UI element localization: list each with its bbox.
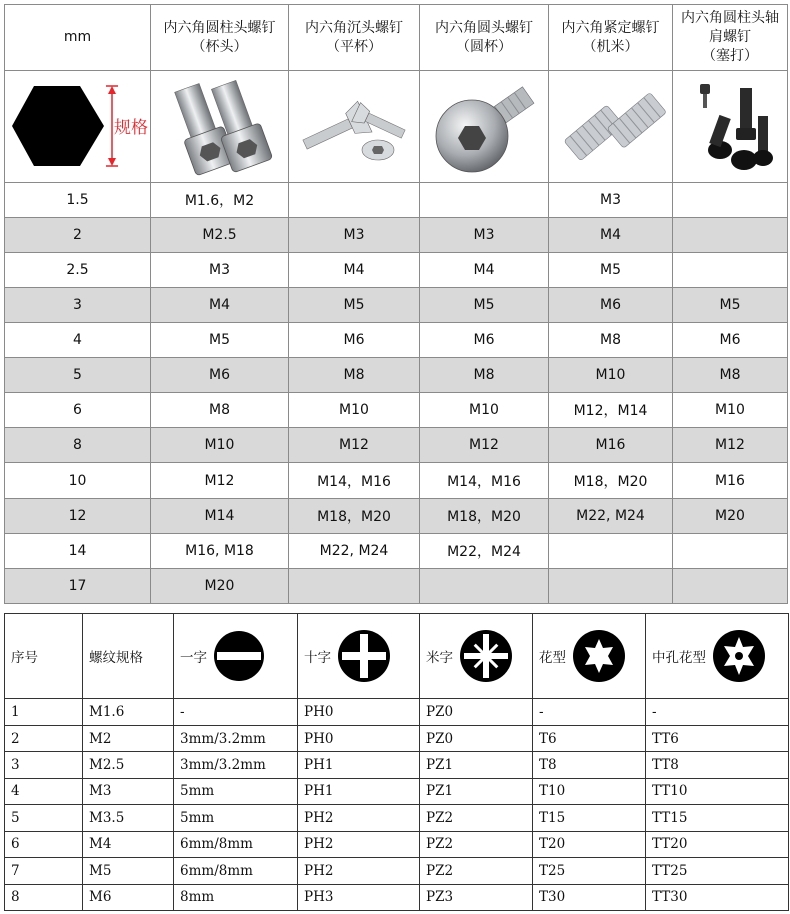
screw-size-cell: M8 bbox=[673, 358, 788, 393]
header-pozidriv: 米字 bbox=[420, 614, 533, 699]
bit-cell: PZ1 bbox=[420, 752, 533, 778]
screw-size-cell bbox=[289, 568, 420, 603]
screw-size-cell: M20 bbox=[151, 568, 289, 603]
screw-size-cell: M18，M20 bbox=[549, 463, 673, 498]
bit-cell: M1.6 bbox=[83, 699, 174, 725]
bit-row bbox=[5, 858, 789, 884]
hex-size-cell: 17 bbox=[5, 568, 151, 603]
bit-cell: PZ2 bbox=[420, 805, 533, 831]
screw-size-cell: M8 bbox=[151, 393, 289, 428]
screw-size-cell: M18，M20 bbox=[420, 498, 549, 533]
hex-size-cell: 2 bbox=[5, 217, 151, 252]
header-row bbox=[5, 5, 788, 71]
bit-cell: TT8 bbox=[646, 752, 789, 778]
screw-size-cell: M22, M24 bbox=[289, 533, 420, 568]
bit-cell: PZ1 bbox=[420, 778, 533, 804]
shoulder-screw-photo bbox=[673, 71, 788, 182]
size-row bbox=[5, 533, 788, 568]
socket-cap-screw-photo bbox=[151, 71, 289, 182]
bit-cell: T10 bbox=[533, 778, 646, 804]
bit-cell: PH2 bbox=[298, 805, 420, 831]
bit-cell: PH2 bbox=[298, 858, 420, 884]
screw-size-cell: M3 bbox=[420, 217, 549, 252]
screw-size-cell: M14，M16 bbox=[289, 463, 420, 498]
screw-size-cell: M6 bbox=[289, 323, 420, 358]
header-shoulder-screw: 内六角圆柱头轴 肩螺钉 （塞打） bbox=[673, 5, 788, 71]
screw-size-cell: M6 bbox=[673, 323, 788, 358]
bit-cell: M2.5 bbox=[83, 752, 174, 778]
size-row bbox=[5, 323, 788, 358]
header-phillips: 十字 bbox=[298, 614, 420, 699]
security-torx-drive-icon bbox=[712, 629, 766, 683]
screw-size-cell: M4 bbox=[549, 217, 673, 252]
bit-cell: T20 bbox=[533, 831, 646, 857]
size-row bbox=[5, 498, 788, 533]
bit-cell: PZ2 bbox=[420, 858, 533, 884]
screw-size-cell: M3 bbox=[549, 182, 673, 217]
hex-size-cell: 4 bbox=[5, 323, 151, 358]
bit-cell: 3 bbox=[5, 752, 83, 778]
bit-cell: PZ2 bbox=[420, 831, 533, 857]
bit-cell: PH0 bbox=[298, 699, 420, 725]
header-countersunk-screw: 内六角沉头螺钉 （平杯） bbox=[289, 5, 420, 71]
bit-cell: PH1 bbox=[298, 752, 420, 778]
screw-size-cell: M22, M24 bbox=[549, 498, 673, 533]
bit-cell: 5mm bbox=[174, 805, 298, 831]
bit-cell: PZ0 bbox=[420, 699, 533, 725]
bit-cell: M4 bbox=[83, 831, 174, 857]
spec-label: 规格 bbox=[113, 118, 148, 139]
screw-size-cell: M10 bbox=[673, 393, 788, 428]
bit-row bbox=[5, 699, 789, 725]
screw-size-cell: M6 bbox=[420, 323, 549, 358]
screw-size-cell: M1.6，M2 bbox=[151, 182, 289, 217]
bit-row bbox=[5, 778, 789, 804]
screw-size-cell: M10 bbox=[151, 428, 289, 463]
screw-size-cell bbox=[549, 533, 673, 568]
screw-size-cell bbox=[673, 252, 788, 287]
bit-cell: PH3 bbox=[298, 884, 420, 911]
hex-size-cell: 12 bbox=[5, 498, 151, 533]
countersunk-screw-image bbox=[294, 76, 414, 176]
screw-size-cell: M16 bbox=[549, 428, 673, 463]
bit-cell: T15 bbox=[533, 805, 646, 831]
bit-cell: TT20 bbox=[646, 831, 789, 857]
slotted-drive-icon bbox=[213, 630, 265, 682]
screw-size-cell: M8 bbox=[549, 323, 673, 358]
screw-size-cell: M5 bbox=[420, 287, 549, 322]
bit-cell: T30 bbox=[533, 884, 646, 911]
hexagon-spec-icon bbox=[8, 74, 148, 178]
hex-size-cell: 3 bbox=[5, 287, 151, 322]
bit-cell: TT30 bbox=[646, 884, 789, 911]
screw-size-cell: M2.5 bbox=[151, 217, 289, 252]
screw-size-cell bbox=[420, 182, 549, 217]
screw-size-cell bbox=[289, 182, 420, 217]
screw-size-cell bbox=[549, 568, 673, 603]
size-row bbox=[5, 568, 788, 603]
button-head-screw-photo bbox=[420, 71, 549, 182]
pozidriv-drive-icon bbox=[459, 629, 513, 683]
size-row bbox=[5, 358, 788, 393]
bit-cell: 8 bbox=[5, 884, 83, 911]
size-row bbox=[5, 463, 788, 498]
screw-size-cell: M4 bbox=[289, 252, 420, 287]
bit-row bbox=[5, 725, 789, 751]
bit-cell: PH2 bbox=[298, 831, 420, 857]
header-torx: 花型 bbox=[533, 614, 646, 699]
screw-size-cell bbox=[420, 568, 549, 603]
header-thread-spec: 螺纹规格 bbox=[83, 614, 174, 699]
screw-size-cell: M12 bbox=[420, 428, 549, 463]
screw-size-cell: M16 bbox=[673, 463, 788, 498]
screw-size-cell: M8 bbox=[289, 358, 420, 393]
hex-size-cell: 10 bbox=[5, 463, 151, 498]
bit-cell: TT6 bbox=[646, 725, 789, 751]
bit-cell: TT15 bbox=[646, 805, 789, 831]
bit-cell: - bbox=[646, 699, 789, 725]
button-head-screw-image bbox=[424, 76, 544, 176]
screw-size-cell bbox=[673, 217, 788, 252]
socket-cap-screw-image bbox=[160, 76, 280, 176]
hex-size-cell: 2.5 bbox=[5, 252, 151, 287]
bit-cell: M3.5 bbox=[83, 805, 174, 831]
screwdriver-bit-table bbox=[4, 613, 789, 911]
size-row bbox=[5, 393, 788, 428]
screw-size-cell: M6 bbox=[151, 358, 289, 393]
screw-size-cell bbox=[673, 182, 788, 217]
hex-size-diagram bbox=[5, 71, 151, 182]
bit-cell: PZ3 bbox=[420, 884, 533, 911]
screw-size-cell: M16, M18 bbox=[151, 533, 289, 568]
bit-header-row bbox=[5, 614, 789, 699]
screw-size-cell: M20 bbox=[673, 498, 788, 533]
bit-cell: 5mm bbox=[174, 778, 298, 804]
bit-row bbox=[5, 831, 789, 857]
bit-cell: M2 bbox=[83, 725, 174, 751]
hex-key-size-table bbox=[4, 4, 788, 604]
screw-size-cell: M5 bbox=[289, 287, 420, 322]
screw-size-cell: M3 bbox=[289, 217, 420, 252]
bit-cell: 6mm/8mm bbox=[174, 858, 298, 884]
screw-size-cell: M12 bbox=[289, 428, 420, 463]
torx-drive-icon bbox=[572, 629, 626, 683]
bit-row bbox=[5, 752, 789, 778]
countersunk-screw-photo bbox=[289, 71, 420, 182]
bit-cell: 6mm/8mm bbox=[174, 831, 298, 857]
bit-cell: PZ0 bbox=[420, 725, 533, 751]
screw-size-cell: M10 bbox=[549, 358, 673, 393]
bit-cell: TT25 bbox=[646, 858, 789, 884]
bit-row bbox=[5, 884, 789, 911]
set-screw-image bbox=[551, 76, 671, 176]
screw-size-cell: M4 bbox=[151, 287, 289, 322]
size-row bbox=[5, 252, 788, 287]
header-slotted: 一字 bbox=[174, 614, 298, 699]
screw-size-cell: M22，M24 bbox=[420, 533, 549, 568]
screw-size-cell: M4 bbox=[420, 252, 549, 287]
screw-size-cell: M10 bbox=[289, 393, 420, 428]
header-index: 序号 bbox=[5, 614, 83, 699]
screw-size-cell: M14，M16 bbox=[420, 463, 549, 498]
bit-cell: 3mm/3.2mm bbox=[174, 752, 298, 778]
screw-size-cell: M8 bbox=[420, 358, 549, 393]
size-row bbox=[5, 182, 788, 217]
screw-size-cell bbox=[673, 533, 788, 568]
bit-cell: 4 bbox=[5, 778, 83, 804]
bit-cell: T25 bbox=[533, 858, 646, 884]
size-row bbox=[5, 217, 788, 252]
bit-cell: T8 bbox=[533, 752, 646, 778]
bit-row bbox=[5, 805, 789, 831]
bit-cell: M6 bbox=[83, 884, 174, 911]
image-row bbox=[5, 71, 788, 182]
hex-size-cell: 1.5 bbox=[5, 182, 151, 217]
size-row bbox=[5, 287, 788, 322]
bit-cell: - bbox=[533, 699, 646, 725]
screw-size-cell: M5 bbox=[151, 323, 289, 358]
header-socket-cap-screw: 内六角圆柱头螺钉 （杯头） bbox=[151, 5, 289, 71]
screw-size-cell bbox=[673, 568, 788, 603]
bit-cell: T6 bbox=[533, 725, 646, 751]
bit-cell: PH0 bbox=[298, 725, 420, 751]
screw-size-cell: M12 bbox=[673, 428, 788, 463]
phillips-drive-icon bbox=[337, 629, 391, 683]
screw-size-cell: M3 bbox=[151, 252, 289, 287]
screw-size-cell: M5 bbox=[549, 252, 673, 287]
bit-cell: 1 bbox=[5, 699, 83, 725]
bit-cell: M5 bbox=[83, 858, 174, 884]
bit-cell: 5 bbox=[5, 805, 83, 831]
bit-cell: 7 bbox=[5, 858, 83, 884]
hex-size-cell: 8 bbox=[5, 428, 151, 463]
bit-cell: 3mm/3.2mm bbox=[174, 725, 298, 751]
bit-cell: PH1 bbox=[298, 778, 420, 804]
bit-cell: 2 bbox=[5, 725, 83, 751]
screw-size-cell: M10 bbox=[420, 393, 549, 428]
bit-cell: M3 bbox=[83, 778, 174, 804]
header-button-head-screw: 内六角圆头螺钉 （圆杯） bbox=[420, 5, 549, 71]
screw-size-cell: M5 bbox=[673, 287, 788, 322]
screw-size-cell: M12，M14 bbox=[549, 393, 673, 428]
hex-size-cell: 14 bbox=[5, 533, 151, 568]
screw-size-cell: M6 bbox=[549, 287, 673, 322]
screw-size-cell: M12 bbox=[151, 463, 289, 498]
bit-cell: 8mm bbox=[174, 884, 298, 911]
header-set-screw: 内六角紧定螺钉 （机米） bbox=[549, 5, 673, 71]
screw-size-cell: M14 bbox=[151, 498, 289, 533]
bit-cell: - bbox=[174, 699, 298, 725]
screw-size-cell: M18，M20 bbox=[289, 498, 420, 533]
shoulder-screw-image bbox=[680, 76, 780, 176]
header-security-torx: 中孔花型 bbox=[646, 614, 789, 699]
size-row bbox=[5, 428, 788, 463]
bit-cell: TT10 bbox=[646, 778, 789, 804]
hex-size-cell: 6 bbox=[5, 393, 151, 428]
header-mm: mm bbox=[5, 5, 151, 71]
bit-cell: 6 bbox=[5, 831, 83, 857]
set-screw-photo bbox=[549, 71, 673, 182]
hex-size-cell: 5 bbox=[5, 358, 151, 393]
